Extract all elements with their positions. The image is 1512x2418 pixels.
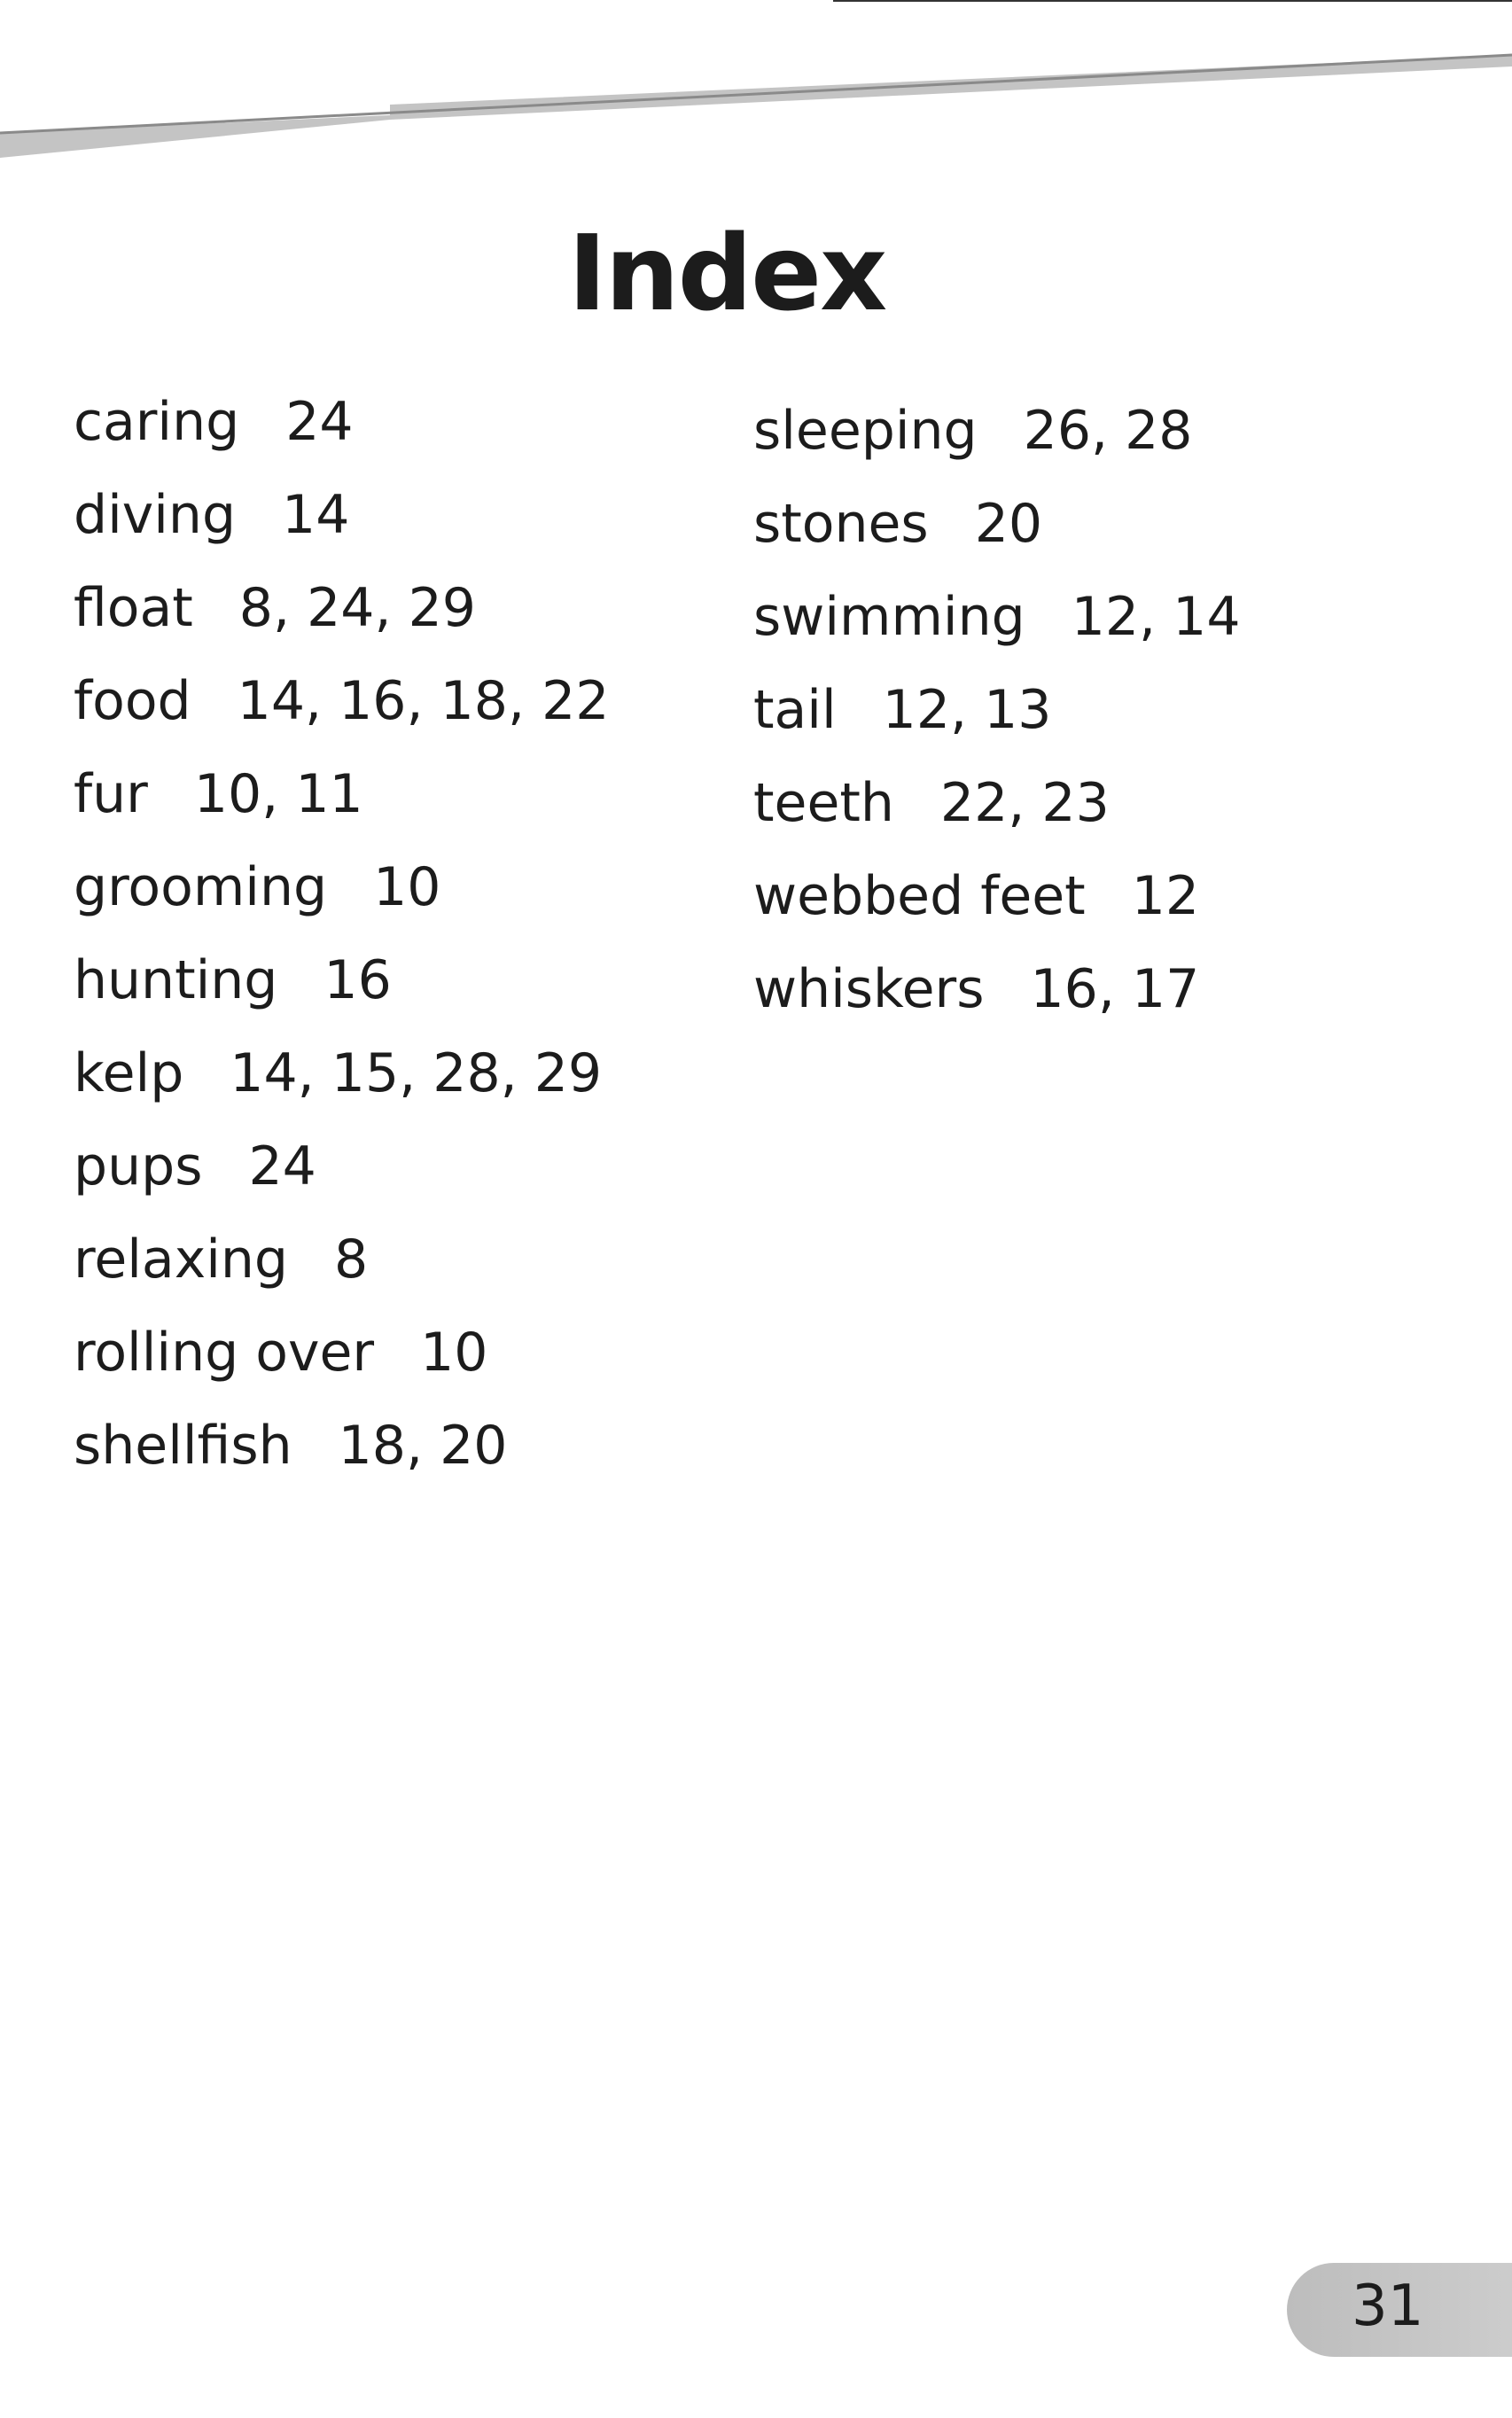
index-entry (753, 772, 1241, 870)
index-term: whiskers (753, 958, 985, 1020)
index-entry (74, 1415, 609, 1512)
index-entry (753, 586, 1241, 683)
index-term: shellfish (74, 1415, 292, 1477)
index-entry (753, 865, 1241, 963)
index-term: webbed feet (753, 865, 1086, 927)
index-entry (74, 1135, 609, 1233)
index-right-column (753, 400, 1241, 1056)
index-entry (753, 400, 1241, 497)
index-pages: 10, 11 (193, 763, 363, 825)
index-pages: 20 (974, 493, 1043, 555)
index-pages: 14 (282, 484, 350, 546)
index-term: rolling over (74, 1322, 375, 1384)
index-pages: 10 (420, 1322, 488, 1384)
index-term: diving (74, 484, 237, 546)
index-term: fur (74, 763, 148, 825)
index-pages: 8 (334, 1228, 369, 1291)
index-pages: 24 (248, 1135, 316, 1197)
index-entry (74, 1322, 609, 1419)
index-pages: 26, 28 (1023, 400, 1193, 462)
index-entry (753, 679, 1241, 776)
index-entry (753, 493, 1241, 590)
index-term: teeth (753, 772, 894, 834)
index-term: stones (753, 493, 929, 555)
index-entry (74, 670, 610, 768)
index-term: caring (74, 391, 240, 453)
index-entry (74, 856, 609, 954)
index-left-column (74, 391, 610, 1512)
index-term: grooming (74, 856, 328, 918)
page-number: 31 (1352, 2274, 1424, 2339)
index-entry (74, 391, 609, 488)
index-term: sleeping (753, 400, 978, 462)
index-term: float (74, 577, 193, 639)
index-pages: 16, 17 (1030, 958, 1200, 1020)
index-term: kelp (74, 1042, 184, 1104)
index-term: relaxing (74, 1228, 288, 1291)
index-pages: 22, 23 (939, 772, 1110, 834)
index-pages: 16 (323, 949, 392, 1011)
index-pages: 12, 14 (1071, 586, 1241, 648)
index-pages: 8, 24, 29 (238, 577, 476, 639)
index-pages: 18, 20 (338, 1415, 508, 1477)
index-pages: 24 (285, 391, 354, 453)
index-entry (74, 1042, 609, 1140)
index-entry (74, 949, 609, 1047)
index-term: pups (74, 1135, 203, 1197)
index-pages: 14, 15, 28, 29 (230, 1042, 603, 1104)
index-term: hunting (74, 949, 278, 1011)
index-pages: 14, 16, 18, 22 (237, 670, 610, 732)
index-entry (74, 1228, 609, 1326)
index-term: swimming (753, 586, 1025, 648)
index-entry (753, 958, 1241, 1056)
index-pages: 12 (1131, 865, 1200, 927)
index-term: tail (753, 679, 837, 741)
index-pages: 10 (373, 856, 441, 918)
index-entry (74, 577, 609, 675)
index-term: food (74, 670, 191, 732)
index-entry (74, 484, 609, 581)
page-title: Index (567, 212, 886, 335)
decorative-header-stroke (0, 0, 1512, 177)
index-entry (74, 763, 609, 861)
index-pages: 12, 13 (882, 679, 1052, 741)
